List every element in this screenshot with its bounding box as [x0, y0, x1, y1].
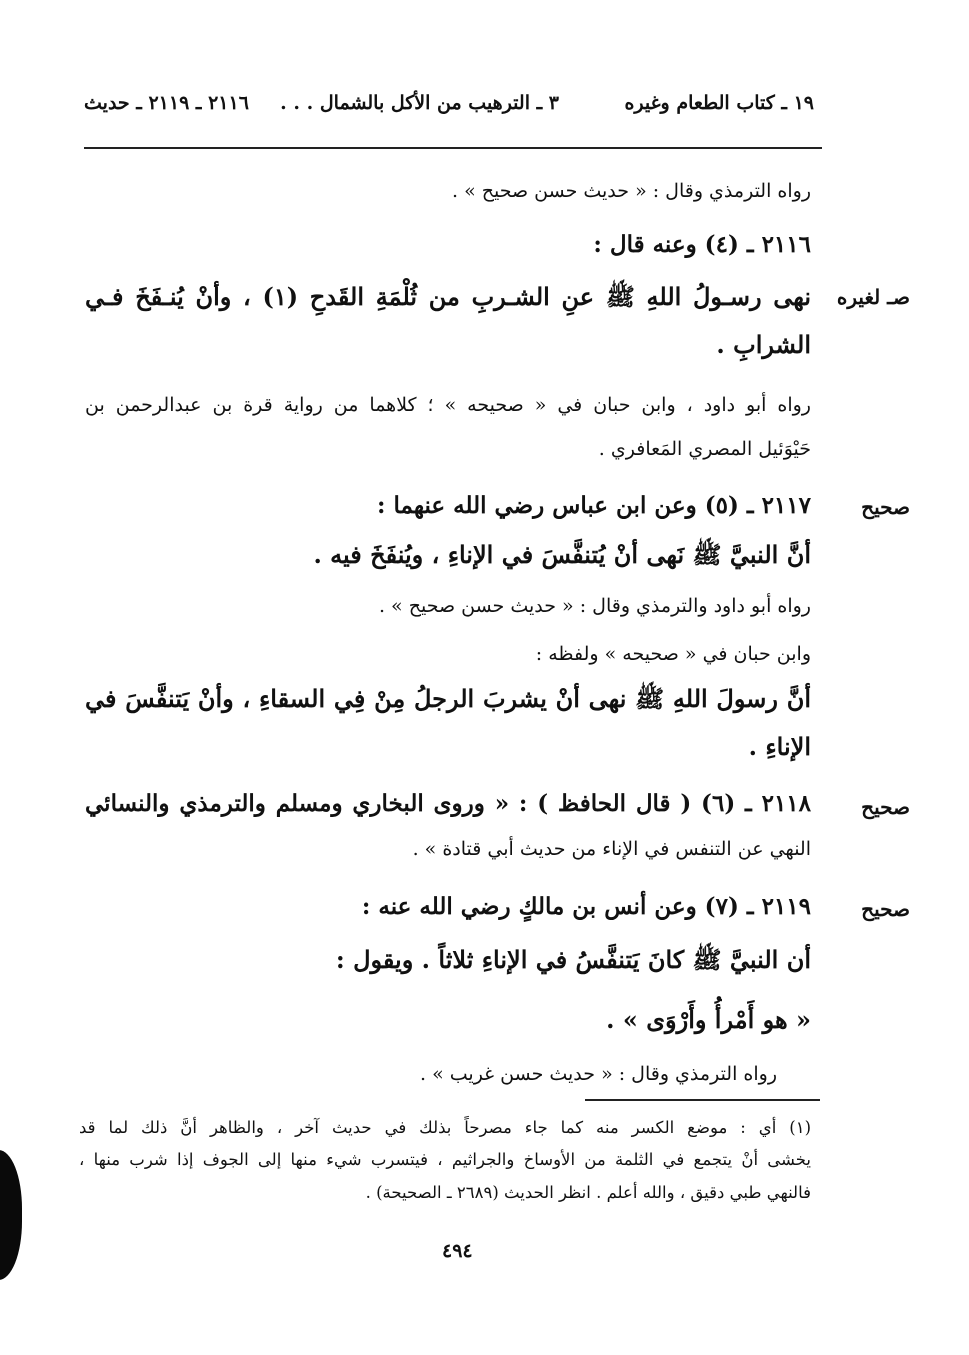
takhrij-line: رواه أبو داود والترمذي وقال : « حديث حسن صحيح » . — [378, 595, 811, 617]
hadith-matn-line: نهى رسـولُ اللهِ ﷺ عنِ الشـربِ من ثُلْمَةِ القَدحِ (١) ، وأنْ يُنـفَخَ فـي — [85, 282, 812, 311]
grade-label: صحيح — [861, 495, 910, 519]
hadith-matn-line: الإناءِ . — [748, 732, 811, 761]
header-chapter: ١٩ ـ كتاب الطعام وغيره — [624, 92, 814, 114]
takhrij-line: رواه الترمذي وقال : « حديث حسن غريب » . — [420, 1063, 777, 1085]
footnote-rule — [585, 1099, 820, 1101]
hadith-heading-2118: ٢١١٨ ـ (٦) ( قال الحافظ ) : « وروى البخاري ومسلم والترمذي والنسائي — [85, 790, 812, 817]
hadith-matn-line: « هو أَمْرأُ وأَرْوَى » . — [606, 1005, 811, 1034]
hadith-heading-2116: ٢١١٦ ـ (٤) وعنه قال : — [593, 231, 811, 258]
footnote-line: (١) أي : موضع الكسر منه كما جاء مصرحاً بذلك في حديث آخر ، والظاهر أنَّ ذلك لما قد — [79, 1118, 811, 1137]
hadith-matn-line: أنَّ رسولَ اللهِ ﷺ نهى أنْ يشربَ الرجلُ مِنْ فِي السقاءِ ، وأنْ يَتنفَّسَ في — [85, 684, 811, 713]
grade-label: صحيح — [861, 897, 910, 921]
hadith-heading-2117: ٢١١٧ ـ (٥) وعن ابن عباس رضي الله عنهما : — [377, 492, 811, 519]
header-section: ٣ ـ الترهيب من الأكل بالشمال . . . — [280, 92, 559, 114]
grade-label: صـ لغيره — [836, 285, 910, 309]
footnote-line: يخشى أنْ يتجمع في الثلمة من الأوساخ والجراثيم ، فيتسرب شيء منها إلى الجوف إذا شرب منها ، — [79, 1150, 811, 1169]
page-number: ٤٩٤ — [442, 1240, 473, 1262]
scan-shadow — [0, 1150, 22, 1280]
grade-label: صحيح — [861, 795, 910, 819]
header-rule — [84, 147, 822, 149]
takhrij-line: وابن حبان في « صحيحه » ولفظه : — [535, 643, 811, 665]
hadith-heading-2119: ٢١١٩ ـ (٧) وعن أنس بن مالكٍ رضي الله عنه : — [361, 893, 811, 920]
takhrij-line: النهي عن التنفس في الإناء من حديث أبي قتادة » . — [412, 838, 811, 860]
takhrij-line: رواه أبو داود ، وابن حبان في « صحيحه » ؛ كلاهما من رواية قرة بن عبدالرحمن بن — [85, 394, 811, 416]
hadith-matn-line: أن النبيَّ ﷺ كانَ يَتنفَّسُ في الإناءِ ثلاثاً . ويقول : — [335, 945, 811, 974]
note-line: رواه الترمذي وقال : « حديث حسن صحيح » . — [451, 180, 811, 202]
takhrij-line: حَيْوَئيل المصري المَعافري . — [598, 438, 811, 460]
hadith-matn-line: الشرابِ . — [716, 330, 811, 359]
footnote-line: فالنهي طبي دقيق ، والله أعلم . انظر الحديث (٢٦٨٩ ـ الصحيحة) . — [365, 1183, 811, 1202]
hadith-matn-line: أنَّ النبيَّ ﷺ نَهى أنْ يُتنفَّسَ في الإناءِ ، ويُنفَخَ فيه . — [313, 540, 811, 569]
header-hadith-range: ٢١١٦ ـ ٢١١٩ ـ حديث — [84, 92, 249, 114]
